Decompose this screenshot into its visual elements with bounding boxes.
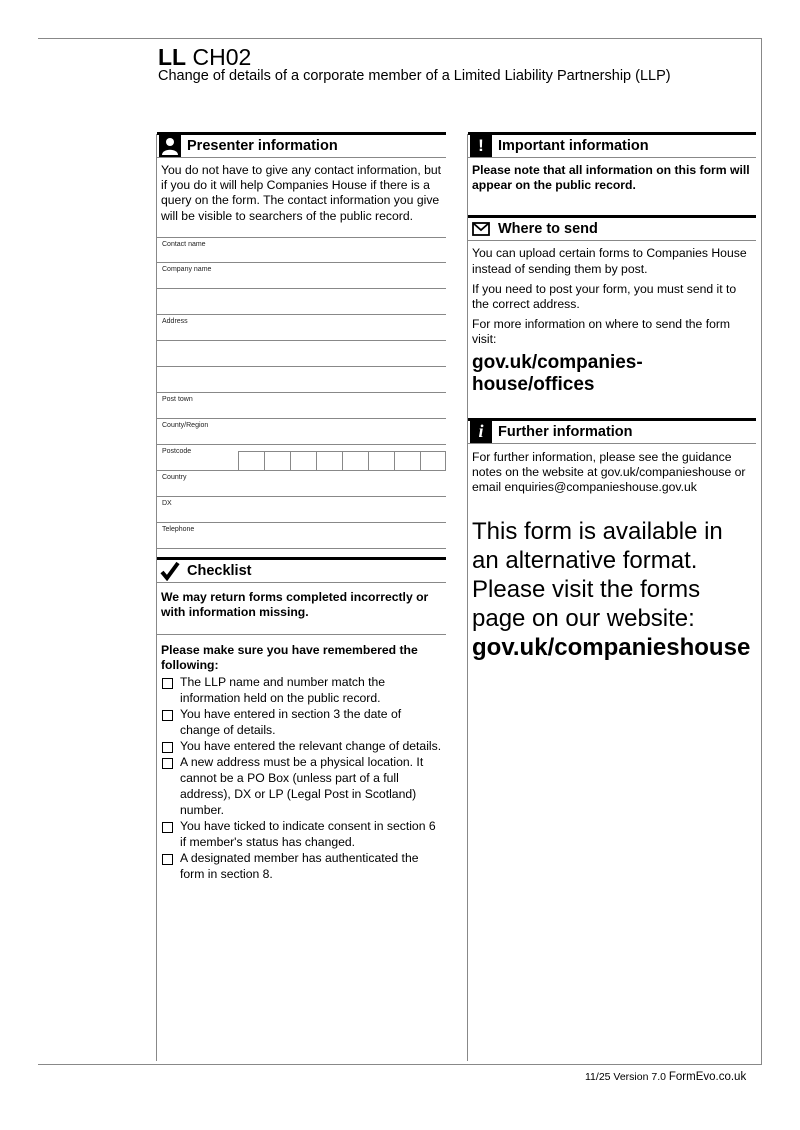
checklist-item[interactable]: A designated member has authenticated the form in section 8. bbox=[161, 850, 442, 882]
telephone-field[interactable] bbox=[157, 523, 446, 549]
county-field[interactable] bbox=[157, 419, 446, 445]
checklist-item[interactable]: You have entered the relevant change of details. bbox=[161, 738, 442, 754]
postcode-box[interactable] bbox=[342, 451, 368, 471]
checklist-item[interactable]: The LLP name and number match the information held on the public record. bbox=[161, 674, 442, 706]
where-to-send-p1: You can upload certain forms to Companies House instead of sending them by post. bbox=[472, 246, 747, 276]
bottom-border bbox=[38, 1064, 762, 1065]
company-name-field[interactable] bbox=[157, 263, 446, 289]
further-info-header bbox=[468, 418, 756, 444]
important-header bbox=[468, 132, 756, 158]
postcode-box[interactable] bbox=[238, 451, 264, 471]
envelope-icon bbox=[470, 218, 492, 240]
postcode-label: Postcode bbox=[162, 447, 192, 455]
dx-field[interactable] bbox=[157, 497, 446, 523]
address-field-line3[interactable] bbox=[157, 367, 446, 393]
presenter-header bbox=[157, 132, 446, 158]
checklist-warning: We may return forms completed incorrectly or with information missing. bbox=[157, 583, 446, 635]
address-field-line2[interactable] bbox=[157, 341, 446, 367]
country-field[interactable] bbox=[157, 471, 446, 497]
postcode-box[interactable] bbox=[316, 451, 342, 471]
where-to-send-p2: If you need to post your form, you must send it to the correct address. bbox=[472, 281, 737, 312]
where-to-send-header bbox=[468, 215, 756, 241]
person-icon bbox=[159, 135, 181, 157]
right-column bbox=[468, 132, 756, 662]
postcode-box[interactable] bbox=[394, 451, 420, 471]
checklist-item[interactable]: A new address must be a physical location. It cannot be a PO Box (unless part of a full address), DX or LP (Legal Post in Scotland) number. bbox=[161, 754, 442, 818]
address-field[interactable] bbox=[157, 315, 446, 341]
form-code: CH02 bbox=[192, 44, 252, 70]
footer bbox=[585, 1071, 746, 1083]
checklist-item[interactable]: You have entered in section 3 the date of change of details. bbox=[161, 706, 442, 738]
left-column bbox=[157, 132, 446, 882]
companieshouse-link[interactable]: gov.uk/companieshouse bbox=[472, 634, 751, 662]
important-title: Important information bbox=[498, 138, 649, 154]
presenter-title: Presenter information bbox=[187, 138, 338, 154]
postcode-box[interactable] bbox=[420, 451, 446, 471]
brand-text: FormEvo.co.uk bbox=[668, 1071, 747, 1083]
country-label: Country bbox=[162, 473, 187, 481]
checklist-title: Checklist bbox=[187, 562, 252, 579]
offices-link[interactable]: gov.uk/companies-house/offices bbox=[472, 351, 643, 395]
post-town-label: Post town bbox=[162, 395, 193, 403]
further-info-title: Further information bbox=[498, 423, 633, 440]
form-code-bold: LL bbox=[158, 44, 187, 70]
postcode-box[interactable] bbox=[290, 451, 316, 471]
form-subtitle: Change of details of a corporate member of a Limited Liability Partnership (LLP) bbox=[158, 68, 671, 84]
postcode-boxes[interactable] bbox=[238, 451, 446, 471]
contact-name-label: Contact name bbox=[162, 240, 206, 248]
alternative-format-text: This form is available in an alternative format. Please visit the forms page on our website: bbox=[472, 518, 723, 633]
checklist-item[interactable]: You have ticked to indicate consent in section 6 if member's status has changed. bbox=[161, 818, 442, 850]
exclamation-icon: ! bbox=[470, 135, 492, 157]
checklist-header bbox=[157, 557, 446, 583]
company-name-field-line2[interactable] bbox=[157, 289, 446, 315]
postcode-field[interactable] bbox=[157, 445, 446, 471]
checklist-reminder: Please make sure you have remembered the following: bbox=[161, 643, 418, 673]
important-text: Please note that all information on this form will appear on the public record. bbox=[472, 163, 750, 193]
further-info-text: For further information, please see the guidance notes on the website at gov.uk/companieshouse or email enquiries@companieshouse.gov.uk bbox=[472, 449, 746, 495]
county-label: County/Region bbox=[162, 421, 209, 429]
contact-name-field[interactable] bbox=[157, 237, 446, 263]
checklist-items bbox=[157, 674, 446, 882]
where-to-send-title: Where to send bbox=[498, 221, 598, 238]
tick-icon bbox=[159, 560, 181, 582]
where-to-send-p3: For more information on where to send the form visit: bbox=[472, 317, 731, 347]
version-text: 11/25 Version 7.0 bbox=[585, 1071, 666, 1083]
right-border bbox=[761, 38, 762, 1065]
postcode-box[interactable] bbox=[264, 451, 290, 471]
post-town-field[interactable] bbox=[157, 393, 446, 419]
top-border bbox=[38, 38, 762, 39]
address-label: Address bbox=[162, 317, 188, 325]
dx-label: DX bbox=[162, 499, 172, 507]
company-name-label: Company name bbox=[162, 265, 212, 273]
presenter-intro: You do not have to give any contact information, but if you do it will help Companies House if there is a query on the form. The contact information you give will be visible to searchers of the public record. bbox=[161, 163, 442, 223]
postcode-box[interactable] bbox=[368, 451, 394, 471]
telephone-label: Telephone bbox=[162, 525, 195, 533]
info-icon: i bbox=[470, 421, 492, 443]
